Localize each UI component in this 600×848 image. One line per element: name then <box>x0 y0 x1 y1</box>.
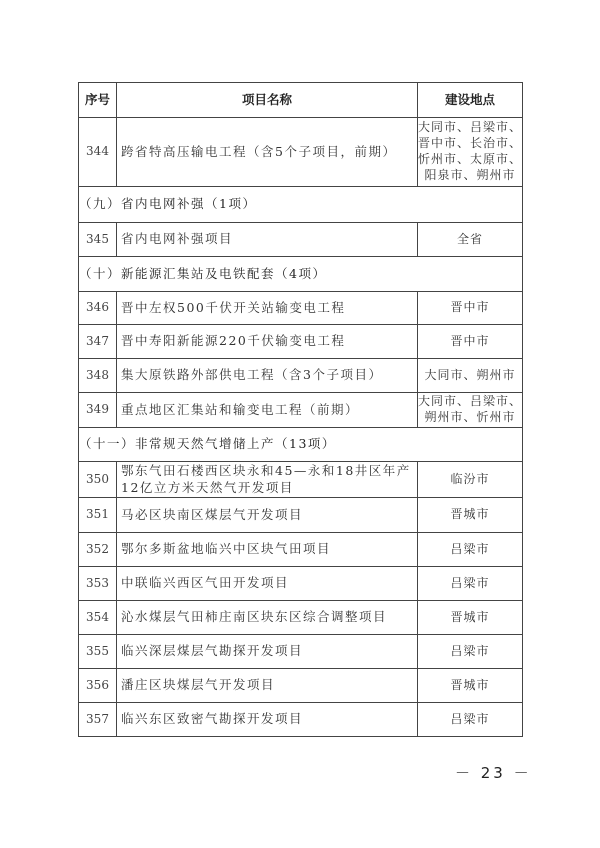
table-row <box>79 393 523 428</box>
project-name: 晋中寿阳新能源220千伏输变电工程 <box>117 325 418 359</box>
project-location: 晋城市 <box>418 669 523 703</box>
table-row <box>79 118 523 187</box>
project-location: 晋城市 <box>418 601 523 635</box>
table-header-row <box>79 83 523 118</box>
page-number: － 23 － <box>455 764 532 782</box>
section-row <box>79 428 523 462</box>
project-table <box>78 82 523 737</box>
row-number: 350 <box>79 462 117 498</box>
project-location: 吕梁市 <box>418 533 523 567</box>
section-row <box>79 257 523 292</box>
project-name: 临兴东区致密气勘探开发项目 <box>117 703 418 737</box>
row-number: 344 <box>79 118 117 187</box>
project-location: 临汾市 <box>418 462 523 498</box>
project-location: 全省 <box>418 223 523 257</box>
project-location: 晋城市 <box>418 498 523 533</box>
project-location: 大同市、朔州市 <box>418 359 523 393</box>
project-name: 跨省特高压输电工程（含5个子项目，前期） <box>117 118 418 187</box>
row-number: 355 <box>79 635 117 669</box>
project-location: 吕梁市 <box>418 567 523 601</box>
row-number: 352 <box>79 533 117 567</box>
project-location: 大同市、吕梁市、朔州市、忻州市 <box>418 393 523 428</box>
table-row <box>79 601 523 635</box>
row-number: 353 <box>79 567 117 601</box>
project-name: 沁水煤层气田柿庄南区块东区综合调整项目 <box>117 601 418 635</box>
row-number: 357 <box>79 703 117 737</box>
row-number: 351 <box>79 498 117 533</box>
header-name: 项目名称 <box>117 83 418 118</box>
table-row <box>79 223 523 257</box>
section-title: （九）省内电网补强（1项） <box>79 187 523 223</box>
table-row <box>79 567 523 601</box>
project-name: 潘庄区块煤层气开发项目 <box>117 669 418 703</box>
project-name: 鄂东气田石楼西区块永和45—永和18井区年产12亿立方米天然气开发项目 <box>117 462 418 498</box>
project-location: 晋中市 <box>418 325 523 359</box>
row-number: 347 <box>79 325 117 359</box>
section-title: （十）新能源汇集站及电铁配套（4项） <box>79 257 523 292</box>
project-location: 晋中市 <box>418 292 523 325</box>
project-name: 重点地区汇集站和输变电工程（前期） <box>117 393 418 428</box>
project-name: 鄂尔多斯盆地临兴中区块气田项目 <box>117 533 418 567</box>
section-title: （十一）非常规天然气增储上产（13项） <box>79 428 523 462</box>
project-location: 吕梁市 <box>418 703 523 737</box>
table-row <box>79 703 523 737</box>
row-number: 345 <box>79 223 117 257</box>
row-number: 354 <box>79 601 117 635</box>
table-row <box>79 669 523 703</box>
project-name: 集大原铁路外部供电工程（含3个子项目） <box>117 359 418 393</box>
project-name: 中联临兴西区气田开发项目 <box>117 567 418 601</box>
header-no: 序号 <box>79 83 117 118</box>
project-name: 省内电网补强项目 <box>117 223 418 257</box>
table-body <box>79 118 523 737</box>
table-row <box>79 635 523 669</box>
project-name: 晋中左权500千伏开关站输变电工程 <box>117 292 418 325</box>
header-location: 建设地点 <box>418 83 523 118</box>
row-number: 356 <box>79 669 117 703</box>
project-location: 大同市、吕梁市、晋中市、长治市、忻州市、太原市、阳泉市、朔州市 <box>418 118 523 187</box>
project-name: 马必区块南区煤层气开发项目 <box>117 498 418 533</box>
table-row <box>79 359 523 393</box>
row-number: 349 <box>79 393 117 428</box>
table-row <box>79 325 523 359</box>
row-number: 346 <box>79 292 117 325</box>
table-row <box>79 462 523 498</box>
row-number: 348 <box>79 359 117 393</box>
table-row <box>79 498 523 533</box>
table-row <box>79 292 523 325</box>
project-name: 临兴深层煤层气勘探开发项目 <box>117 635 418 669</box>
section-row <box>79 187 523 223</box>
project-location: 吕梁市 <box>418 635 523 669</box>
table-row <box>79 533 523 567</box>
